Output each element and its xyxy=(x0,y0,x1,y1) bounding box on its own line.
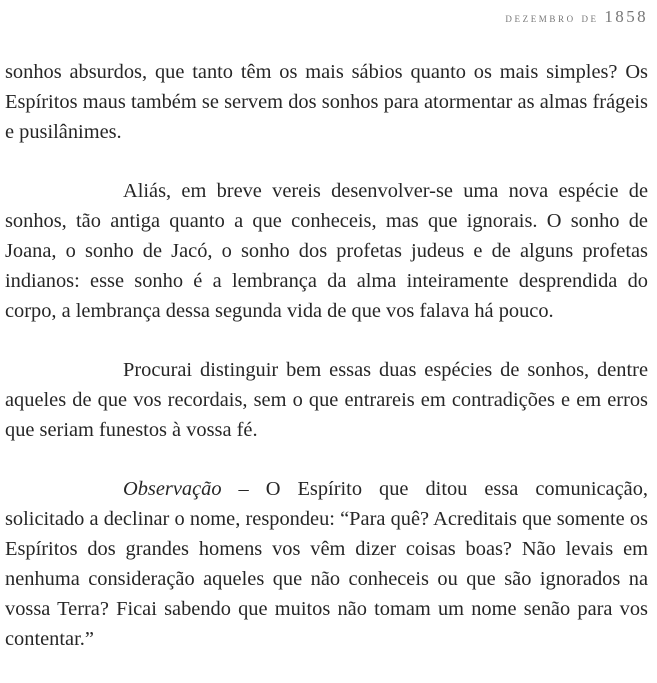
header-de: de xyxy=(581,11,599,25)
paragraph-observation xyxy=(5,474,648,654)
header-month: dezembro xyxy=(505,11,576,25)
observation-label: Observação xyxy=(123,478,222,500)
observation-text: – O Espírito que ditou essa comunicação, solicitado a declinar o nome, respondeu: “Para quê? Acreditais que somente os Espíritos dos grandes homens vos vêm dizer coisas boas? Não levais em nenhuma consideração aqueles que não conheceis ou que são ignorados na vossa Terra? Ficai sabendo que muitos não tomam um nome senão para vos contentar.” xyxy=(5,478,648,650)
paragraph-continuation: sonhos absurdos, que tanto têm os mais sábios quanto os mais simples? Os Espíritos maus também se servem dos sonhos para atormentar as almas frágeis e pusilânimes. xyxy=(5,61,648,143)
body-text xyxy=(5,57,648,654)
paragraph-new-dreams: Aliás, em breve vereis desenvolver-se uma nova espécie de sonhos, tão antiga quanto a que conheceis, mas que ignorais. O sonho de Joana, o sonho de Jacó, o sonho dos profetas judeus e de alguns profetas indianos: esse sonho é a lembrança da alma inteiramente desprendida do corpo, a lembrança dessa segunda vida de que vos falava há pouco. xyxy=(5,180,648,322)
paragraph-distinguish: Procurai distinguir bem essas duas espécies de sonhos, dentre aqueles de que vos recordais, sem o que entrareis em contradições e em erros que seriam funestos à vossa fé. xyxy=(5,359,648,441)
header-year: 1858 xyxy=(604,7,648,26)
running-header xyxy=(505,7,648,27)
